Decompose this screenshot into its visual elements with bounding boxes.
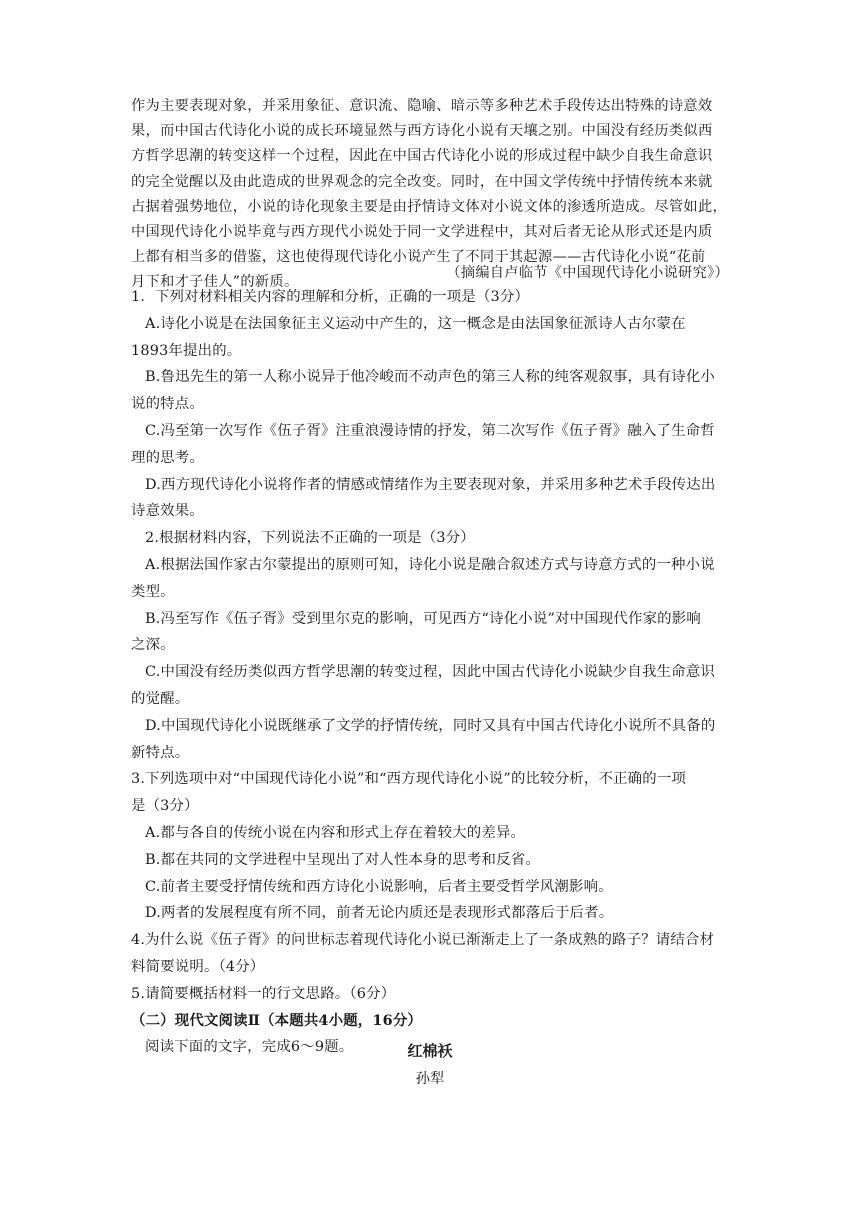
questions-section — [131, 284, 741, 1061]
section-heading: （二）现代文阅读Ⅱ（本题共4小题，16分） — [131, 1011, 423, 1029]
question-2-stem: 2.根据材料内容，下列说法不正确的一项是（3分） — [145, 530, 475, 547]
q2-option-b-cont: 之深。 — [131, 637, 175, 654]
passage-line: 方哲学思潮的转变这样一个过程，因此在中国古代诗化小说的形成过程中缺少自我生命意识 — [131, 148, 713, 165]
passage-line: 占据着强势地位，小说的诗化现象主要是由抒情诗文体对小说文体的渗透所造成。尽管如此， — [131, 198, 728, 215]
q2-option-d: D.中国现代诗化小说既继承了文学的抒情传统，同时又具有中国古代诗化小说所不具备的 — [145, 717, 716, 734]
q2-option-a-cont: 类型。 — [131, 583, 175, 600]
q1-option-d-cont: 诗意效果。 — [131, 503, 204, 520]
passage-line: 月下和才子佳人”的新质。 — [131, 274, 299, 291]
q3-option-d: D.两者的发展程度有所不同，前者无论内质还是表现形式都落后于后者。 — [145, 905, 614, 922]
q1-option-b-cont: 说的特点。 — [131, 396, 204, 413]
q2-option-b: B.冯至写作《伍子胥》受到里尔克的影响，可见西方“诗化小说”对中国现代作家的影响 — [145, 610, 701, 627]
q1-option-c: C.冯至第一次写作《伍子胥》注重浪漫诗情的抒发，第二次写作《伍子胥》融入了生命哲 — [145, 422, 715, 439]
passage-line: 作为主要表现对象，并采用象征、意识流、隐喻、暗示等多种艺术手段传达出特殊的诗意效 — [131, 98, 713, 114]
story-author: 孙犁 — [415, 1071, 445, 1087]
q3-option-c: C.前者主要受抒情传统和西方诗化小说影响，后者主要受哲学风潮影响。 — [145, 878, 613, 895]
passage-line: 果，而中国古代诗化小说的成长环境显然与西方诗化小说有天壤之别。中国没有经历类似西 — [131, 123, 713, 140]
passage-line: 上都有相当多的借鉴，这也使得现代诗化小说产生了不同于其起源——古代诗化小说“花前 — [131, 249, 706, 266]
q1-option-c-cont: 理的思考。 — [131, 449, 204, 466]
question-4-stem: 4.为什么说《伍子胥》的问世标志着现代诗化小说已渐渐走上了一条成熟的路子？请结合材 — [131, 932, 715, 949]
story-title: 红棉袄 — [407, 1042, 453, 1060]
q1-option-d: D.西方现代诗化小说将作者的情感或情绪作为主要表现对象，并采用多种艺术手段传达出 — [145, 476, 716, 493]
q2-option-a: A.根据法国作家古尔蒙提出的原则可知，诗化小说是融合叙述方式与诗意方式的一种小说 — [145, 556, 715, 573]
question-3-stem-cont: 是（3分） — [131, 798, 199, 815]
source-citation: （摘编自卢临节《中国现代诗化小说研究》） — [446, 265, 729, 281]
question-3-stem: 3.下列选项中对“中国现代诗化小说”和“西方现代诗化小说”的比较分析，不正确的一项 — [131, 771, 687, 788]
q1-option-b: B.鲁迅先生的第一人称小说异于他冷峻而不动声色的第三人称的纯客观叙事，具有诗化小 — [145, 369, 715, 386]
q3-option-b: B.都在共同的文学进程中呈现出了对人性本身的思考和反省。 — [145, 851, 540, 868]
question-5-stem: 5.请简要概括材料一的行文思路。（6分） — [131, 985, 396, 1002]
passage-line: 中国现代诗化小说毕竟与西方现代小说处于同一文学进程中，其对后者无论从形式还是内质 — [131, 224, 713, 241]
q2-option-d-cont: 新特点。 — [131, 744, 190, 761]
q1-option-a: A.诗化小说是在法国象征主义运动中产生的，这一概念是由法国象征派诗人古尔蒙在 — [145, 315, 686, 332]
passage-line: 的完全觉醒以及由此造成的世界观念的完全改变。同时，在中国文学传统中抒情传统本来就 — [131, 173, 713, 190]
q2-option-c-cont: 的觉醒。 — [131, 690, 190, 707]
q3-option-a: A.都与各自的传统小说在内容和形式上存在着较大的差异。 — [145, 824, 526, 841]
q1-option-a-cont: 1893年提出的。 — [131, 342, 242, 359]
section-instruction: 阅读下面的文字，完成6～9题。 — [145, 1039, 354, 1056]
q2-option-c: C.中国没有经历类似西方哲学思潮的转变过程，因此中国古代诗化小说缺少自我生命意识 — [145, 664, 715, 681]
question-1-stem: 1．下列对材料相关内容的理解和分析，正确的一项是（3分） — [131, 289, 530, 305]
question-4-stem-cont: 料简要说明。（4分） — [131, 958, 265, 975]
